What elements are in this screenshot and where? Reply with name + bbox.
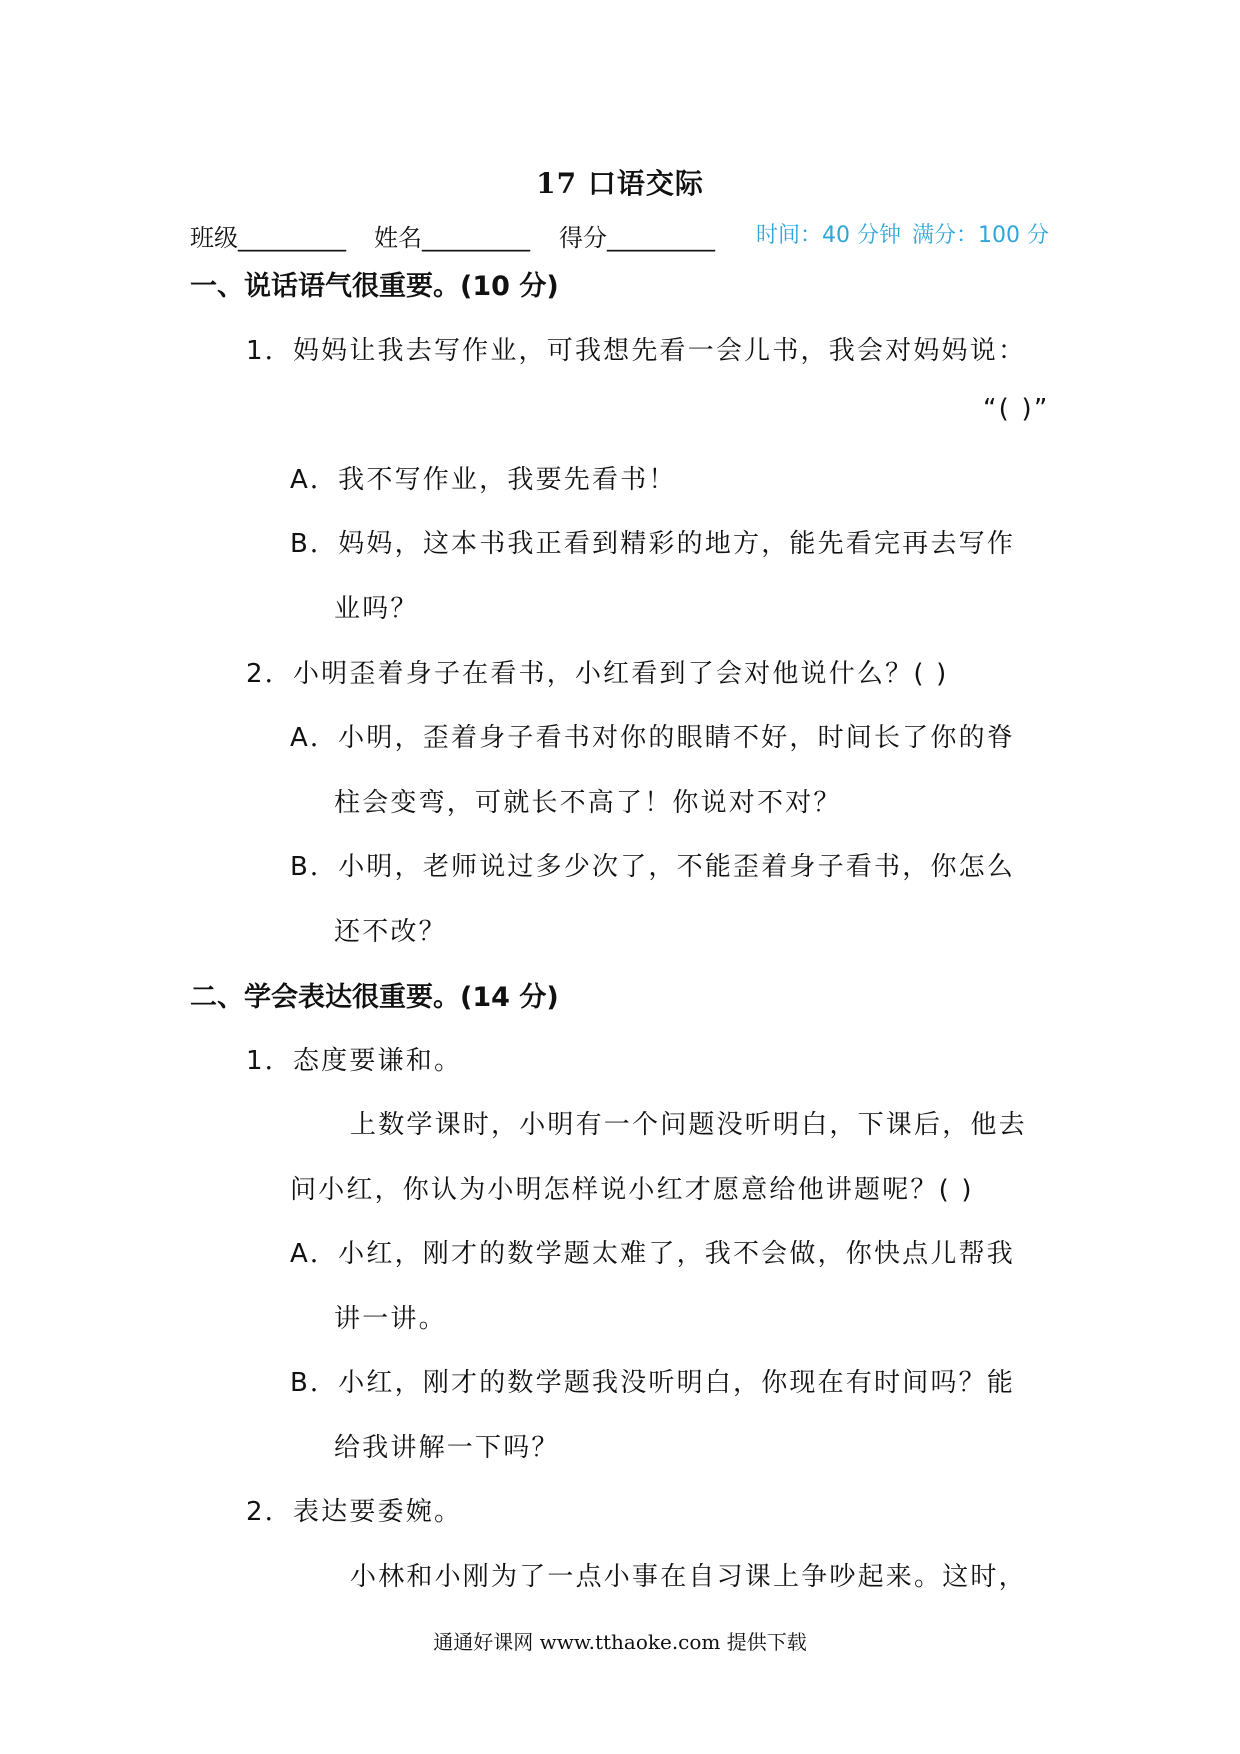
s1-q2-stem: 2．小明歪着身子在看书，小红看到了会对他说什么？( ): [246, 659, 949, 689]
section-2-heading: 二、学会表达很重要。(14 分): [190, 982, 559, 1013]
s1-q2-option-a: A．小明，歪着身子看书对你的眼睛不好，时间长了你的脊: [290, 723, 1015, 753]
s2-q1-stem: 1．态度要谦和。: [246, 1046, 463, 1076]
s1-q2-option-b: B．小明，老师说过多少次了，不能歪着身子看书，你怎么: [290, 852, 1016, 882]
s1-q1-option-b-cont: 业吗？: [334, 594, 419, 624]
s1-q1-option-b: B．妈妈，这本书我正看到精彩的地方，能先看完再去写作: [290, 529, 1016, 559]
section-1-heading: 一、说话语气很重要。(10 分): [190, 271, 559, 302]
s1-q1-option-a: A．我不写作业，我要先看书！: [290, 465, 677, 495]
s2-q1-option-a: A．小红，刚才的数学题太难了，我不会做，你快点儿帮我: [290, 1239, 1015, 1269]
page-title: 17 口语交际: [536, 167, 704, 200]
s1-q1-stem: 1．妈妈让我去写作业，可我想先看一会儿书，我会对妈妈说：: [246, 336, 1027, 366]
s2-q2-stem: 2．表达要委婉。: [246, 1497, 463, 1527]
s2-q1-option-a-cont: 讲一讲。: [334, 1304, 447, 1334]
s1-q2-option-a-cont: 柱会变弯，可就长不高了！你说对不对？: [334, 788, 842, 818]
s2-q2-passage: 小林和小刚为了一点小事在自习课上争吵起来。这时，: [350, 1562, 1027, 1592]
time-limit: 时间：40 分钟: [756, 223, 901, 248]
class-field: 班级_________: [190, 224, 346, 252]
footer-source: 通通好课网 www.tthaoke.com 提供下载: [433, 1630, 807, 1654]
s2-q1-option-b-cont: 给我讲解一下吗？: [334, 1433, 560, 1463]
full-marks: 满分：100 分: [912, 223, 1049, 248]
s2-q1-passage: 上数学课时，小明有一个问题没听明白，下课后，他去: [350, 1110, 1027, 1140]
s2-q1-passage-cont: 问小红，你认为小明怎样说小红才愿意给他讲题呢？( ): [290, 1175, 974, 1205]
s1-q2-option-b-cont: 还不改？: [334, 917, 447, 947]
s1-q1-answer-blank: “( )”: [983, 394, 1050, 424]
s2-q1-option-b: B．小红，刚才的数学题我没听明白，你现在有时间吗？能: [290, 1368, 1016, 1398]
name-field: 姓名_________: [374, 224, 530, 252]
score-field: 得分_________: [559, 224, 715, 252]
